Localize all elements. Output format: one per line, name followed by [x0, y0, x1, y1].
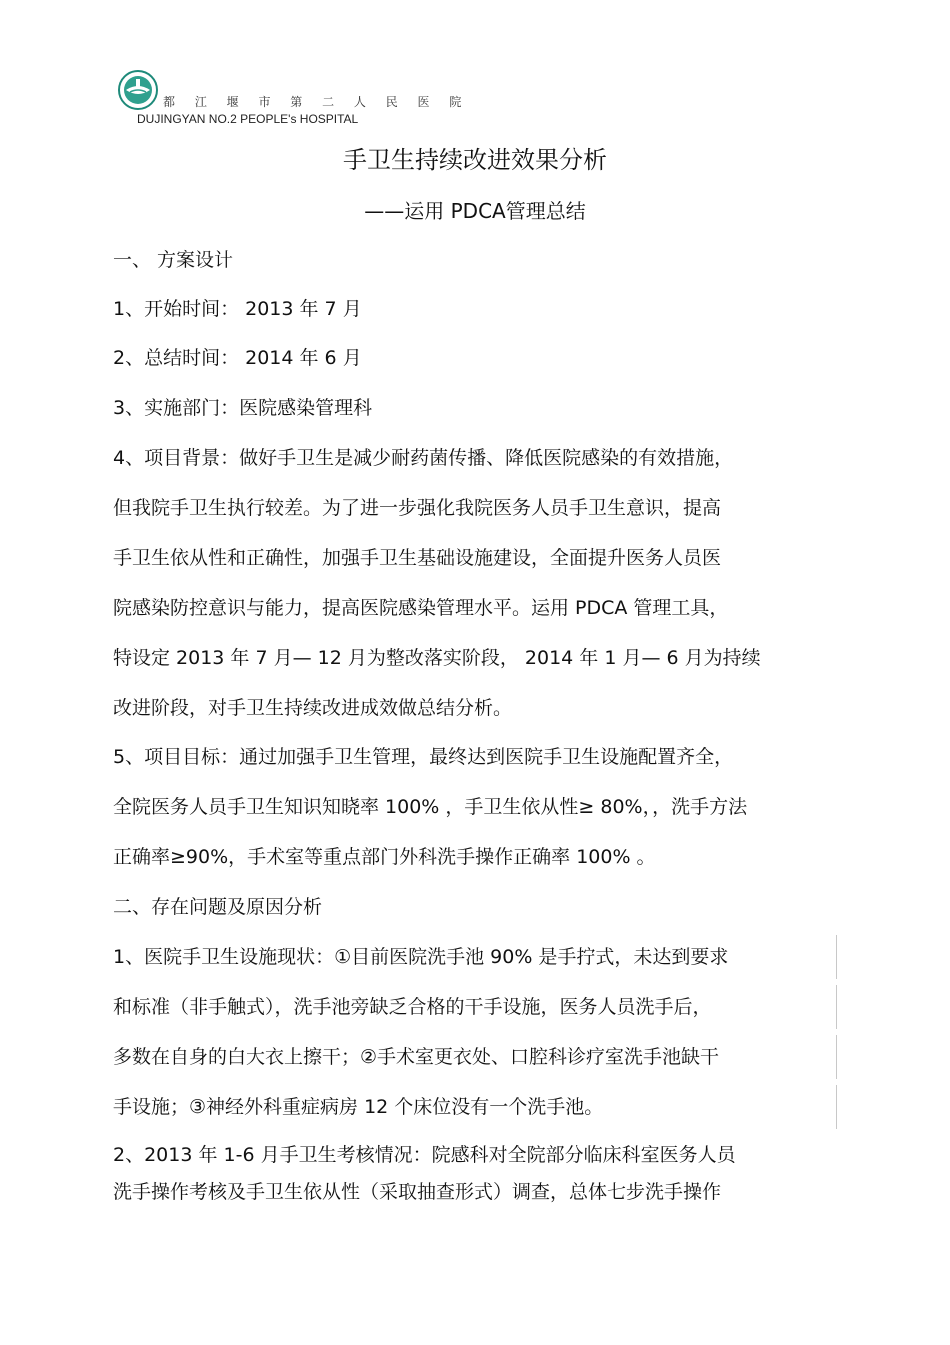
- text-line: 5、项目目标：通过加强手卫生管理，最终达到医院手卫生设施配置齐全，: [113, 746, 734, 768]
- text-line: 全院医务人员手卫生知识知晓率 100% ，手卫生依从性≥ 80%，，洗手方法: [113, 796, 748, 818]
- document-subtitle: ——运用 PDCA管理总结: [364, 199, 586, 223]
- text-line: 正确率≥90%，手术室等重点部门外科洗手操作正确率 100% 。: [113, 846, 656, 868]
- text-line: 2、总结时间： 2014 年 6 月: [113, 347, 362, 369]
- text-line: 3、实施部门：医院感染管理科: [113, 397, 373, 419]
- hospital-logo-icon: [118, 70, 158, 110]
- table-border: [836, 1085, 837, 1129]
- text-line: 手设施；③神经外科重症病房 12 个床位没有一个洗手池。: [113, 1096, 604, 1118]
- text-line: 1、开始时间： 2013 年 7 月: [113, 298, 362, 320]
- text-line: 和标准（非手触式），洗手池旁缺乏合格的干手设施，医务人员洗手后，: [113, 996, 712, 1018]
- hospital-name-en: DUJINGYAN NO.2 PEOPLE's HOSPITAL: [137, 112, 359, 126]
- table-border: [836, 1035, 837, 1079]
- text-line: 多数在自身的白大衣上擦干；②手术室更衣处、口腔科诊疗室洗手池缺干: [113, 1046, 720, 1068]
- table-border: [836, 985, 837, 1029]
- hospital-name-cn: 都 江 堰 市 第 二 人 民 医 院: [163, 95, 470, 109]
- text-line: 4、项目背景：做好手卫生是减少耐药菌传播、降低医院感染的有效措施，: [113, 447, 734, 469]
- text-line: 洗手操作考核及手卫生依从性（采取抽查形式）调查，总体七步洗手操作: [113, 1181, 722, 1203]
- table-border: [836, 935, 837, 979]
- text-line: 手卫生依从性和正确性，加强手卫生基础设施建设，全面提升医务人员医: [113, 547, 722, 569]
- text-line: 特设定 2013 年 7 月— 12 月为整改落实阶段， 2014 年 1 月— 6 月为持续: [113, 647, 761, 669]
- section-heading-problems: 二、存在问题及原因分析: [113, 896, 323, 918]
- text-line: 1、医院手卫生设施现状：①目前医院洗手池 90% 是手拧式，未达到要求: [113, 946, 729, 968]
- text-line: 改进阶段，对手卫生持续改进成效做总结分析。: [113, 697, 513, 719]
- document-title: 手卫生持续改进效果分析: [343, 146, 607, 174]
- section-heading-plan: 一、 方案设计: [113, 249, 234, 271]
- text-line: 院感染防控意识与能力，提高医院感染管理水平。运用 PDCA 管理工具，: [113, 597, 729, 619]
- text-line: 但我院手卫生执行较差。为了进一步强化我院医务人员手卫生意识，提高: [113, 497, 722, 519]
- text-line: 2、2013 年 1-6 月手卫生考核情况：院感科对全院部分临床科室医务人员: [113, 1144, 736, 1166]
